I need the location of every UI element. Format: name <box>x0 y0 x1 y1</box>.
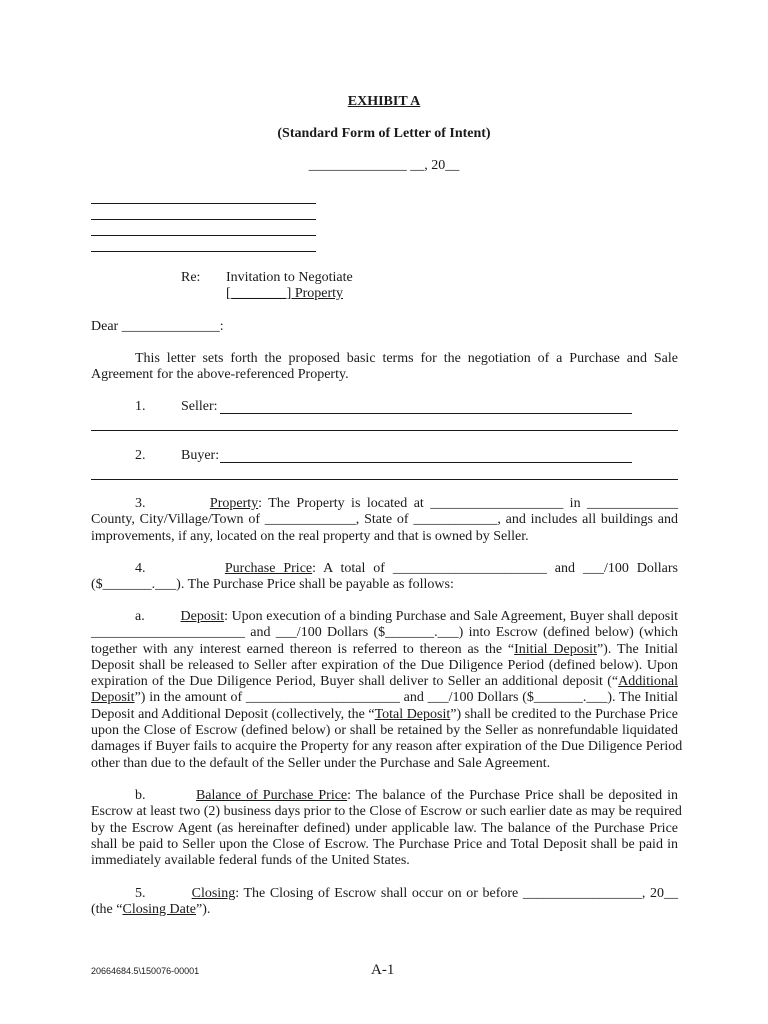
item-1-number: 1. <box>135 399 146 414</box>
salutation: Dear ______________: <box>91 319 224 334</box>
purchase-price-line-2: ($_______.___). The Purchase Price shall be payable as follows: <box>91 577 454 593</box>
property-line-3: improvements, if any, located on the real property and that is owned by Seller. <box>91 528 529 544</box>
deposit-line-6-post: ”) in the amount of ______________________ and ___/100 Dollars ($_______.___). The Initial <box>134 690 678 706</box>
re-label: Re: <box>181 270 201 285</box>
deposit-line-9: damages if Buyer fails to acquire the Property for any reason after expiration of the Due Diligence Period <box>91 739 683 755</box>
deposit-paragraph <box>91 609 683 772</box>
purchase-price-paragraph <box>91 561 678 594</box>
deposit-line-3 <box>91 642 678 658</box>
deposit-line-1 <box>91 609 678 625</box>
deposit-line-2: ______________________ and ___/100 Dollars ($_______.___) into Escrow (defined below) (which <box>91 625 678 641</box>
address-line-3 <box>91 235 316 236</box>
seller-label: Seller: <box>181 399 218 414</box>
balance-line-2: Escrow at least two (2) business days prior to the Close of Escrow or such earlier date as may be required <box>91 804 682 820</box>
item-4-number: 4. <box>135 561 146 576</box>
item-3-number: 3. <box>135 496 146 511</box>
closing-line-2-pre: (the “ <box>91 902 123 918</box>
buyer-label: Buyer: <box>181 448 220 463</box>
deposit-term: Deposit <box>91 690 135 706</box>
deposit-line-7 <box>91 707 678 723</box>
closing-heading: Closing <box>191 886 236 901</box>
additional-term: Additional <box>618 674 678 690</box>
balance-paragraph <box>91 788 682 869</box>
intro-line-2: Agreement for the above-referenced Property. <box>91 367 349 383</box>
deposit-line-5-pre: expiration of the Due Diligence Period, Buyer shall deliver to Seller an additional deposit (“ <box>91 674 619 690</box>
deposit-line-7-pre: Deposit and Additional Deposit (collectively, the “ <box>91 706 375 722</box>
re-line-2: [________] Property <box>226 286 344 301</box>
deposit-line-5 <box>91 674 678 690</box>
balance-line-4: shall be paid to Seller upon the Close of Escrow. The Purchase Price and Total Deposit shall be paid in <box>91 836 678 852</box>
closing-line-2 <box>91 902 678 918</box>
re-line-1: Invitation to Negotiate <box>226 270 353 285</box>
property-line-2: County, City/Village/Town of _____________, State of ____________, and includes all buildings and <box>91 512 678 528</box>
footer-document-id: 20664684.5\150076-00001 <box>91 966 200 976</box>
balance-line-5: immediately available federal funds of the United States. <box>91 853 410 869</box>
closing-line-2-post: ”). <box>195 902 211 918</box>
balance-heading: Balance of Purchase Price <box>195 788 348 803</box>
date-line: ______________ __, 20__ <box>308 158 460 173</box>
footer-page-number: A-1 <box>371 962 395 978</box>
balance-line-1-rest: : The balance of the Purchase Price shall be deposited in <box>347 788 678 803</box>
buyer-blank-line <box>220 462 632 463</box>
seller-blank-line-2 <box>91 430 678 431</box>
buyer-blank-line-2 <box>91 479 678 480</box>
purchase-price-heading: Purchase Price <box>224 561 313 576</box>
purchase-price-line-1 <box>91 561 678 577</box>
intro-line-1: This letter sets forth the proposed basic terms for the negotiation of a Purchase and Sale <box>135 351 678 366</box>
address-line-1 <box>91 203 316 204</box>
exhibit-title: EXHIBIT A <box>347 94 421 109</box>
item-4a-letter: a. <box>135 609 145 624</box>
balance-line-3: by the Escrow Agent (as hereinafter defined) under applicable law. The balance of the Purchase Price <box>91 820 678 836</box>
closing-date-term: Closing Date <box>122 902 196 918</box>
deposit-line-1-rest: : Upon execution of a binding Purchase and Sale Agreement, Buyer shall deposit <box>224 609 679 624</box>
property-heading: Property <box>209 496 259 511</box>
item-5-number: 5. <box>135 886 146 901</box>
property-line-1-rest: : The Property is located at ___________________ in _____________ <box>258 496 679 511</box>
property-line-1 <box>91 496 678 512</box>
closing-line-1 <box>91 886 678 902</box>
seller-blank-line <box>220 413 632 414</box>
exhibit-subtitle: (Standard Form of Letter of Intent) <box>277 126 491 141</box>
deposit-line-6 <box>91 690 678 706</box>
property-paragraph <box>91 496 678 545</box>
closing-paragraph <box>91 886 678 919</box>
deposit-heading: Deposit <box>180 609 225 624</box>
initial-deposit-term: Initial Deposit <box>514 641 597 657</box>
address-line-2 <box>91 219 316 220</box>
total-deposit-term: Total Deposit <box>374 706 451 722</box>
address-line-4 <box>91 251 316 252</box>
closing-line-1-rest: : The Closing of Escrow shall occur on or before _________________, 20__ <box>235 886 679 901</box>
balance-line-1 <box>91 788 678 804</box>
deposit-line-3-pre: together with any interest earned thereon is referred to thereon as the “ <box>91 641 515 657</box>
deposit-line-8: upon the Close of Escrow (defined below) or shall be retained by the Seller as nonrefundable liquidated <box>91 723 678 739</box>
deposit-line-3-post: ”). The Initial <box>596 641 678 657</box>
intro-paragraph <box>91 351 678 384</box>
item-2-number: 2. <box>135 448 146 463</box>
deposit-line-10: other than due to the default of the Seller under the Purchase and Sale Agreement. <box>91 755 551 771</box>
deposit-line-4: Deposit shall be released to Seller after expiration of the Due Diligence Period (defined below). Upon <box>91 657 678 673</box>
deposit-line-7-post: ”) shall be credited to the Purchase Price <box>450 706 678 722</box>
item-4b-letter: b. <box>135 788 146 803</box>
purchase-price-line-1-rest: : A total of ______________________ and ___/100 Dollars <box>312 561 678 576</box>
